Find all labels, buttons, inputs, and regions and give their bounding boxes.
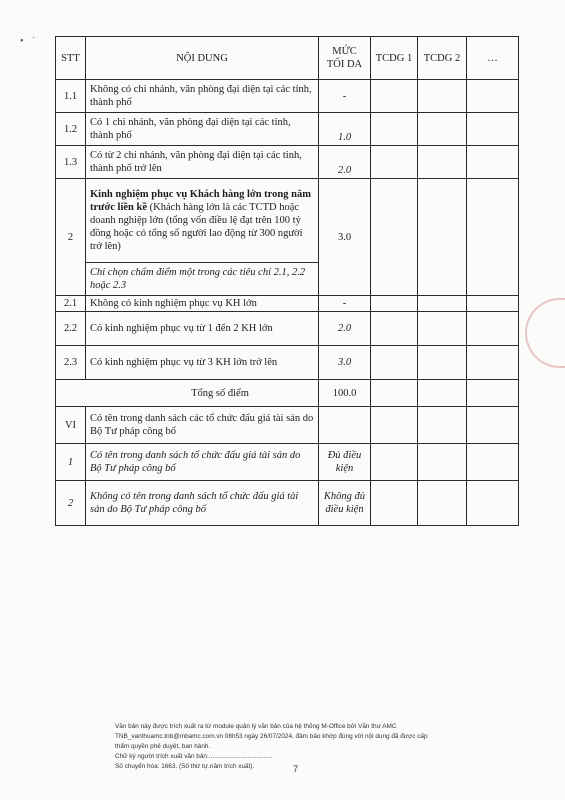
header-stt: STT bbox=[56, 37, 86, 80]
footer-line: TNB_vanthuamc.tnb@mbamc.com.vn 08h53 ngày 26/07/2024, đảm bảo khớp đúng với nội dung đã được cấp bbox=[115, 733, 428, 740]
tcdg1-cell bbox=[371, 113, 418, 146]
table-row bbox=[56, 113, 519, 146]
table-row bbox=[56, 80, 519, 113]
page-number: 7 bbox=[293, 764, 299, 774]
extra-cell bbox=[467, 380, 519, 407]
table-row bbox=[56, 346, 519, 380]
tcdg2-cell bbox=[418, 444, 467, 481]
row-content: Có kinh nghiệm phục vụ từ 1 đến 2 KH lớn bbox=[86, 312, 319, 346]
table-row bbox=[56, 146, 519, 179]
table-row bbox=[56, 312, 519, 346]
row-content: Không có chi nhánh, văn phòng đại diện tại các tỉnh, thành phố bbox=[86, 80, 319, 113]
red-seal-stamp bbox=[525, 298, 565, 368]
header-more: … bbox=[467, 37, 519, 80]
footer-line: Văn bản này được trích xuất ra từ module quản lý văn bản của hệ thống M-Office bởi Văn thư AMC bbox=[115, 723, 397, 730]
row-stt: 2.2 bbox=[56, 312, 86, 346]
row-stt: 1.2 bbox=[56, 113, 86, 146]
row-stt: 1.1 bbox=[56, 80, 86, 113]
tcdg2-cell bbox=[418, 407, 467, 444]
table-row bbox=[56, 481, 519, 526]
header-noi-dung: NỘI DUNG bbox=[86, 37, 319, 80]
extra-cell bbox=[467, 481, 519, 526]
total-row bbox=[56, 380, 519, 407]
row-score: 2.0 bbox=[319, 312, 371, 346]
row-score: 2.0 bbox=[319, 146, 371, 179]
tcdg1-cell bbox=[371, 312, 418, 346]
table-row bbox=[56, 444, 519, 481]
row-score: - bbox=[319, 80, 371, 113]
tcdg2-cell bbox=[418, 296, 467, 312]
tcdg2-cell bbox=[418, 481, 467, 526]
table-header-row bbox=[56, 37, 519, 80]
header-tcdg2: TCDG 2 bbox=[418, 37, 467, 80]
criterion-title: Kinh nghiệm phục vụ Khách hàng lớn trong năm trước liền kề bbox=[90, 189, 311, 213]
tcdg1-cell bbox=[371, 346, 418, 380]
section-content: Có tên trong danh sách các tổ chức đấu giá tài sản do Bộ Tư pháp công bố bbox=[86, 407, 319, 444]
extra-cell bbox=[467, 113, 519, 146]
table-row bbox=[56, 179, 519, 263]
header-muc-toi-da: MỨC TỐI DA bbox=[319, 37, 371, 80]
extra-cell bbox=[467, 444, 519, 481]
tcdg1-cell bbox=[371, 146, 418, 179]
extra-cell bbox=[467, 346, 519, 380]
row-score bbox=[319, 407, 371, 444]
section-stt: VI bbox=[56, 407, 86, 444]
tcdg1-cell bbox=[371, 296, 418, 312]
row-content: Có kinh nghiệm phục vụ từ 3 KH lớn trở lên bbox=[86, 346, 319, 380]
extra-cell bbox=[467, 312, 519, 346]
extra-cell bbox=[467, 296, 519, 312]
score-table bbox=[55, 36, 519, 526]
row-content: Có từ 2 chi nhánh, văn phòng đại diện tại các tỉnh, thành phố trở lên bbox=[86, 146, 319, 179]
header-tcdg1: TCDG 1 bbox=[371, 37, 418, 80]
extraction-footer bbox=[115, 722, 495, 772]
extra-cell bbox=[467, 80, 519, 113]
section-row bbox=[56, 407, 519, 444]
tcdg2-cell bbox=[418, 113, 467, 146]
footer-signature-line: Chữ ký người trích xuất văn bản:.................................... bbox=[115, 753, 273, 760]
row-score: Không đủ điều kiện bbox=[319, 481, 371, 526]
tcdg2-cell bbox=[418, 179, 467, 296]
row-stt: 1.3 bbox=[56, 146, 86, 179]
tcdg1-cell bbox=[371, 481, 418, 526]
tcdg1-cell bbox=[371, 444, 418, 481]
tcdg1-cell bbox=[371, 407, 418, 444]
corner-mark: • ˙ bbox=[20, 36, 39, 47]
row-content: Không có tên trong danh sách tổ chức đấu giá tài sản do Bộ Tư pháp công bố bbox=[86, 481, 319, 526]
row-stt: 2.1 bbox=[56, 296, 86, 312]
row-stt: 1 bbox=[56, 444, 86, 481]
row-score: 3.0 bbox=[319, 346, 371, 380]
row-content: Có 1 chi nhánh, văn phòng đại diện tại các tỉnh, thành phố bbox=[86, 113, 319, 146]
row-stt: 2 bbox=[56, 179, 86, 296]
row-content bbox=[86, 179, 319, 263]
row-stt: 2.3 bbox=[56, 346, 86, 380]
row-score: - bbox=[319, 296, 371, 312]
tcdg1-cell bbox=[371, 80, 418, 113]
footer-conversion-number: Số chuyển hóa: 1663. (Số thứ tự.năm trích xuất). bbox=[115, 763, 255, 770]
row-stt: 2 bbox=[56, 481, 86, 526]
row-content: Không có kinh nghiệm phục vụ KH lớn bbox=[86, 296, 319, 312]
extra-cell bbox=[467, 407, 519, 444]
row-content: Có tên trong danh sách tổ chức đấu giá tài sản do Bộ Tư pháp công bố bbox=[86, 444, 319, 481]
row-score: 3.0 bbox=[319, 179, 371, 296]
tcdg1-cell bbox=[371, 380, 418, 407]
extra-cell bbox=[467, 179, 519, 296]
row-score: Đủ điều kiện bbox=[319, 444, 371, 481]
total-score: 100.0 bbox=[319, 380, 371, 407]
tcdg2-cell bbox=[418, 346, 467, 380]
tcdg2-cell bbox=[418, 312, 467, 346]
total-label: Tổng số điểm bbox=[56, 380, 319, 407]
table-row bbox=[56, 296, 519, 312]
row-score: 1.0 bbox=[319, 113, 371, 146]
criterion-note: Chỉ chọn chấm điểm một trong các tiêu chí 2.1, 2.2 hoặc 2.3 bbox=[86, 263, 319, 296]
score-table-container bbox=[55, 36, 519, 526]
extra-cell bbox=[467, 146, 519, 179]
tcdg2-cell bbox=[418, 80, 467, 113]
criterion-description: (Khách hàng lớn là các TCTD hoặc doanh nghiệp lớn (tổng vốn điều lệ đạt trên 100 tỷ đồng hoặc có tổng số người lao động từ 300 người trở lên) bbox=[90, 202, 303, 252]
tcdg2-cell bbox=[418, 380, 467, 407]
tcdg1-cell bbox=[371, 179, 418, 296]
tcdg2-cell bbox=[418, 146, 467, 179]
footer-line: thẩm quyền phê duyệt, ban hành. bbox=[115, 743, 211, 750]
